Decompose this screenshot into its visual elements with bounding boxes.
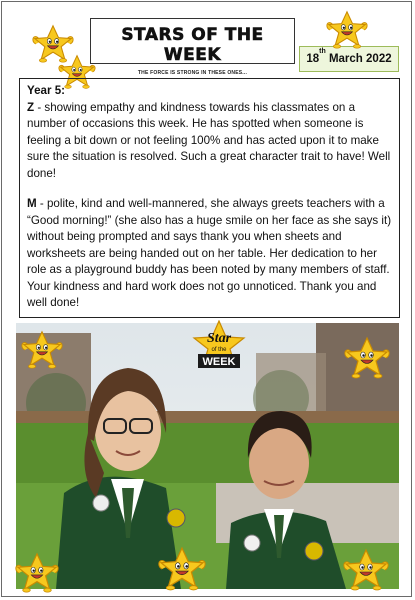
star-mascot-icon [338, 548, 394, 592]
year-heading: Year 5: [27, 84, 66, 97]
badge-star-text: Star [206, 331, 232, 346]
page-title: STARS OF THE WEEK [121, 25, 264, 65]
star-mascot-icon [18, 330, 66, 370]
date-suffix: th [319, 48, 326, 56]
page-subtitle: THE FORCE IS STRONG IN THESE ONES... [137, 70, 248, 76]
star-mascot-icon [152, 546, 212, 592]
star-mascot-icon [340, 336, 394, 380]
nomination-entry-2 [27, 196, 393, 312]
date-month-year: March 2022 [325, 53, 392, 65]
title-box [90, 18, 295, 76]
entry-1-name: Z [27, 100, 35, 114]
entry-1-text: - showing empathy and kindness towards his classmates on a number of occasions this week. He has spotted when someone is feeling a bit down or not feeling 100% and has acted upon it to make sure the situation is resolved. Such a great character trait to have! Well done! [27, 100, 391, 180]
star-mascot-icon [318, 10, 376, 50]
badge-week-text: WEEK [202, 356, 236, 368]
date-day: 18 [306, 53, 320, 65]
badge-of-the-text: of the [211, 347, 227, 353]
nomination-text-box [19, 78, 400, 318]
star-of-the-week-badge [184, 320, 254, 376]
nomination-entry-1 [27, 100, 393, 183]
entry-2-name: M [27, 197, 37, 210]
entry-2-text: - polite, kind and well-mannered, she always greets teachers with a “Good morning!” (she also has a huge smile on her face as she says it) without being prompted and says thank you when sheets and worksheets are being handed out on her table. Her dedication to her role as a playground buddy has been noted by many members of staff. Your kindness and hard work does not go unnoticed. Thank you and well done! [27, 197, 392, 309]
star-mascot-icon [12, 552, 62, 594]
